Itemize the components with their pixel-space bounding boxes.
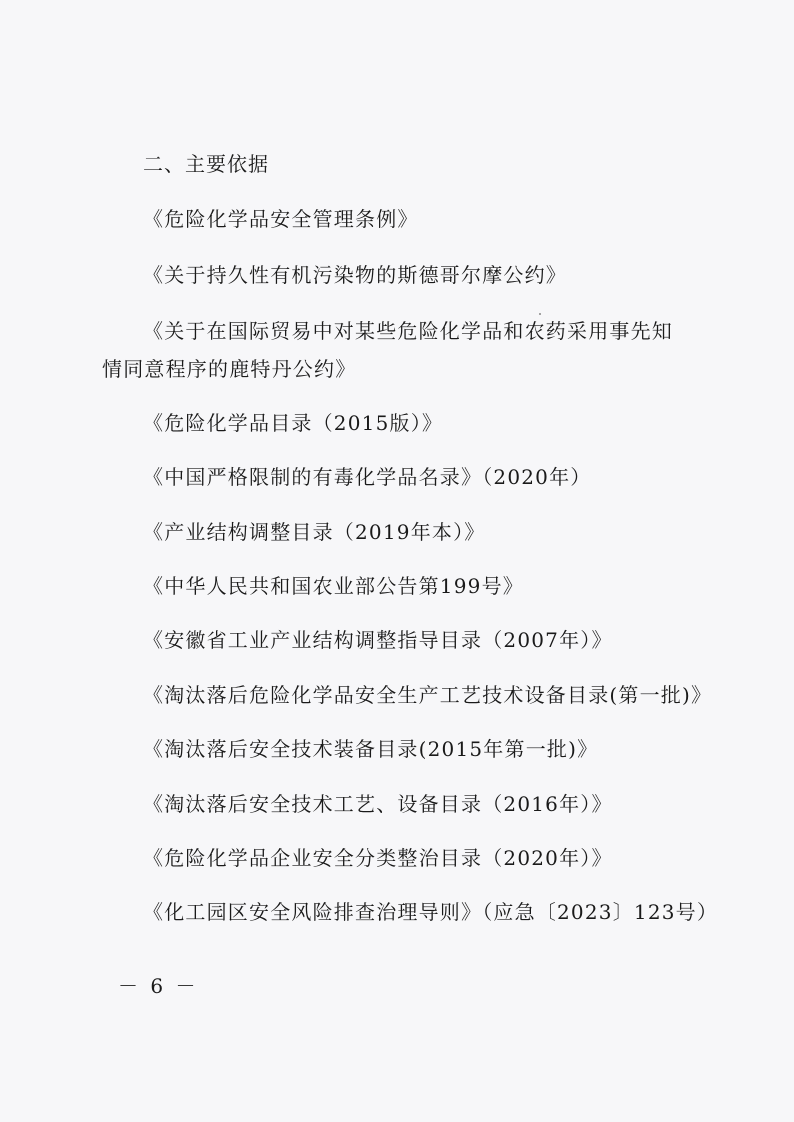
reference-item: 《危险化学品安全管理条例》 xyxy=(143,207,419,231)
reference-item: 《中华人民共和国农业部公告第199号》 xyxy=(143,574,524,598)
scan-speck xyxy=(539,313,541,315)
reference-item: 《产业结构调整目录（2019年本）》 xyxy=(143,520,486,544)
section-heading: 二、主要依据 xyxy=(143,152,269,176)
page-number: － 6 － xyxy=(118,974,199,998)
reference-item: 《化工园区安全风险排查治理导则》（应急〔2023〕123号） xyxy=(143,900,719,924)
reference-item: 《危险化学品企业安全分类整治目录（2020年）》 xyxy=(143,846,613,870)
reference-item: 《淘汰落后安全技术工艺、设备目录（2016年）》 xyxy=(143,792,613,816)
reference-item: 《淘汰落后安全技术装备目录(2015年第一批)》 xyxy=(143,737,599,761)
reference-item-continuation: 情同意程序的鹿特丹公约》 xyxy=(102,357,357,381)
reference-item: 《危险化学品目录（2015版）》 xyxy=(143,411,444,435)
reference-item: 《安徽省工业产业结构调整指导目录（2007年）》 xyxy=(143,628,613,652)
reference-item: 《关于在国际贸易中对某些危险化学品和农药采用事先知 xyxy=(143,319,673,343)
reference-item: 《关于持久性有机污染物的斯德哥尔摩公约》 xyxy=(143,263,567,287)
reference-item: 《中国严格限制的有毒化学品名录》（2020年） xyxy=(143,465,592,489)
reference-item: 《淘汰落后危险化学品安全生产工艺技术设备目录(第一批)》 xyxy=(143,683,713,707)
